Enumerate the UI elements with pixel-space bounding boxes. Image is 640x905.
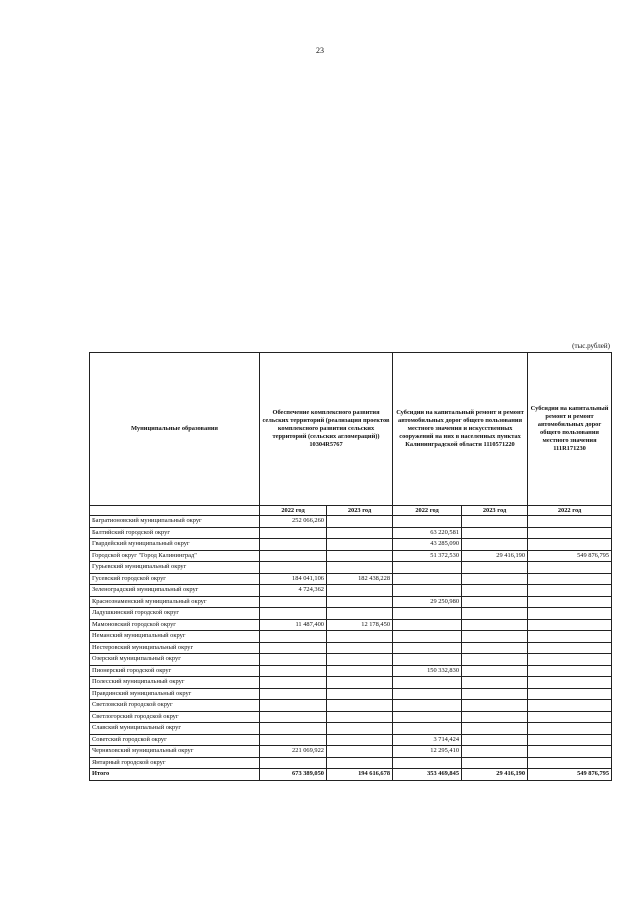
value-cell bbox=[393, 700, 462, 712]
table-row bbox=[90, 723, 612, 735]
table-row bbox=[90, 585, 612, 597]
value-cell bbox=[393, 757, 462, 769]
value-cell: 252 066,260 bbox=[260, 516, 327, 528]
value-cell bbox=[260, 631, 327, 643]
value-cell bbox=[528, 711, 612, 723]
value-cell bbox=[260, 539, 327, 551]
value-cell bbox=[327, 654, 393, 666]
total-value: 549 876,795 bbox=[528, 769, 612, 781]
value-cell bbox=[462, 596, 528, 608]
municipality-name: Гурьевский муниципальный округ bbox=[90, 562, 260, 574]
value-cell bbox=[528, 573, 612, 585]
value-cell bbox=[393, 562, 462, 574]
table-row bbox=[90, 746, 612, 758]
year-header: 2023 год bbox=[327, 506, 393, 516]
value-cell bbox=[260, 527, 327, 539]
value-cell: 221 069,922 bbox=[260, 746, 327, 758]
value-cell bbox=[462, 619, 528, 631]
table-row bbox=[90, 527, 612, 539]
value-cell bbox=[528, 665, 612, 677]
municipality-name: Гвардейский муниципальный округ bbox=[90, 539, 260, 551]
value-cell bbox=[462, 608, 528, 620]
municipality-name: Мамоновский городской округ bbox=[90, 619, 260, 631]
value-cell bbox=[528, 631, 612, 643]
value-cell bbox=[260, 711, 327, 723]
value-cell: 549 876,795 bbox=[528, 550, 612, 562]
value-cell bbox=[462, 711, 528, 723]
municipality-name: Нестеровский муниципальный округ bbox=[90, 642, 260, 654]
value-cell: 12 178,450 bbox=[327, 619, 393, 631]
value-cell bbox=[327, 562, 393, 574]
value-cell bbox=[260, 654, 327, 666]
municipality-name: Краснознаменский муниципальный округ bbox=[90, 596, 260, 608]
value-cell bbox=[462, 527, 528, 539]
value-cell bbox=[260, 596, 327, 608]
value-cell: 51 372,530 bbox=[393, 550, 462, 562]
header-rural-development: Обеспечение комплексного развития сельских территорий (реализация проектов комплексного развития сельских территорий (сельских агломераций)) 10304R5767 bbox=[260, 353, 393, 506]
table-row bbox=[90, 562, 612, 574]
value-cell bbox=[327, 527, 393, 539]
value-cell bbox=[528, 642, 612, 654]
value-cell bbox=[528, 677, 612, 689]
header-blank bbox=[90, 506, 260, 516]
value-cell bbox=[393, 573, 462, 585]
municipality-name: Полесский муниципальный округ bbox=[90, 677, 260, 689]
value-cell bbox=[528, 619, 612, 631]
value-cell: 182 438,228 bbox=[327, 573, 393, 585]
value-cell bbox=[327, 746, 393, 758]
municipality-name: Гусевский городской округ bbox=[90, 573, 260, 585]
value-cell bbox=[327, 757, 393, 769]
municipality-name: Зеленоградский муниципальный округ bbox=[90, 585, 260, 597]
value-cell bbox=[462, 573, 528, 585]
value-cell bbox=[528, 723, 612, 735]
municipality-name: Багратионовский муниципальный округ bbox=[90, 516, 260, 528]
table-row bbox=[90, 665, 612, 677]
municipality-name: Черняховский муниципальный округ bbox=[90, 746, 260, 758]
municipality-name: Ладушкинский городской округ bbox=[90, 608, 260, 620]
value-cell bbox=[327, 677, 393, 689]
value-cell: 4 724,362 bbox=[260, 585, 327, 597]
value-cell bbox=[327, 688, 393, 700]
municipality-name: Озерский муниципальный округ bbox=[90, 654, 260, 666]
total-value: 29 416,190 bbox=[462, 769, 528, 781]
value-cell bbox=[260, 550, 327, 562]
table-row bbox=[90, 516, 612, 528]
value-cell bbox=[528, 746, 612, 758]
value-cell bbox=[393, 677, 462, 689]
value-cell bbox=[528, 688, 612, 700]
header-municipalities: Муниципальные образования bbox=[90, 353, 260, 506]
value-cell: 12 295,410 bbox=[393, 746, 462, 758]
value-cell bbox=[327, 608, 393, 620]
municipality-name: Славский муниципальный округ bbox=[90, 723, 260, 735]
table-row bbox=[90, 734, 612, 746]
value-cell bbox=[393, 619, 462, 631]
value-cell bbox=[528, 734, 612, 746]
value-cell bbox=[462, 746, 528, 758]
value-cell bbox=[528, 700, 612, 712]
total-value: 673 389,050 bbox=[260, 769, 327, 781]
subsidy-table bbox=[89, 352, 612, 781]
value-cell bbox=[327, 585, 393, 597]
total-label: Итого bbox=[90, 769, 260, 781]
value-cell bbox=[528, 562, 612, 574]
value-cell bbox=[393, 608, 462, 620]
value-cell bbox=[393, 516, 462, 528]
header-road-repair-settlements: Субсидии на капитальный ремонт и ремонт автомобильных дорог общего пользования местного значения и искусственных сооружений на них в населенных пунктах Калининградской области 1110571220 bbox=[393, 353, 528, 506]
value-cell bbox=[462, 562, 528, 574]
year-header: 2022 год bbox=[393, 506, 462, 516]
value-cell bbox=[528, 539, 612, 551]
value-cell bbox=[260, 665, 327, 677]
total-value: 353 469,845 bbox=[393, 769, 462, 781]
value-cell bbox=[327, 596, 393, 608]
value-cell: 63 220,581 bbox=[393, 527, 462, 539]
value-cell bbox=[462, 688, 528, 700]
value-cell bbox=[393, 654, 462, 666]
table-row bbox=[90, 642, 612, 654]
value-cell: 43 285,090 bbox=[393, 539, 462, 551]
value-cell bbox=[462, 665, 528, 677]
municipality-name: Светловский городской округ bbox=[90, 700, 260, 712]
value-cell bbox=[462, 539, 528, 551]
table-row bbox=[90, 596, 612, 608]
total-row bbox=[90, 769, 612, 781]
value-cell bbox=[462, 654, 528, 666]
value-cell bbox=[528, 608, 612, 620]
table-row bbox=[90, 700, 612, 712]
value-cell bbox=[327, 550, 393, 562]
value-cell bbox=[528, 585, 612, 597]
value-cell: 29 250,980 bbox=[393, 596, 462, 608]
table-body bbox=[90, 516, 612, 781]
table-row bbox=[90, 654, 612, 666]
table-row bbox=[90, 608, 612, 620]
value-cell bbox=[260, 642, 327, 654]
value-cell bbox=[462, 585, 528, 597]
value-cell bbox=[260, 700, 327, 712]
table-row bbox=[90, 677, 612, 689]
table-row bbox=[90, 550, 612, 562]
value-cell bbox=[260, 757, 327, 769]
value-cell: 3 714,424 bbox=[393, 734, 462, 746]
value-cell bbox=[393, 688, 462, 700]
municipality-name: Светлогорский городской округ bbox=[90, 711, 260, 723]
value-cell bbox=[528, 516, 612, 528]
value-cell bbox=[260, 688, 327, 700]
municipality-name: Правдинский муниципальный округ bbox=[90, 688, 260, 700]
municipality-name: Неманский муниципальный округ bbox=[90, 631, 260, 643]
value-cell bbox=[528, 527, 612, 539]
value-cell bbox=[528, 654, 612, 666]
value-cell bbox=[327, 642, 393, 654]
value-cell bbox=[327, 665, 393, 677]
table-row bbox=[90, 573, 612, 585]
year-header: 2022 год bbox=[260, 506, 327, 516]
value-cell bbox=[462, 677, 528, 689]
value-cell bbox=[327, 700, 393, 712]
value-cell bbox=[528, 596, 612, 608]
table-row bbox=[90, 619, 612, 631]
value-cell: 150 332,830 bbox=[393, 665, 462, 677]
table-row bbox=[90, 631, 612, 643]
value-cell bbox=[393, 711, 462, 723]
value-cell bbox=[462, 734, 528, 746]
value-cell bbox=[393, 631, 462, 643]
total-value: 194 616,678 bbox=[327, 769, 393, 781]
value-cell bbox=[327, 723, 393, 735]
table-row bbox=[90, 539, 612, 551]
value-cell bbox=[260, 562, 327, 574]
value-cell bbox=[462, 723, 528, 735]
page-number: 23 bbox=[316, 46, 324, 55]
value-cell bbox=[528, 757, 612, 769]
municipality-name: Пионерский городской округ bbox=[90, 665, 260, 677]
table-row bbox=[90, 711, 612, 723]
value-cell bbox=[462, 516, 528, 528]
value-cell bbox=[462, 700, 528, 712]
value-cell bbox=[393, 642, 462, 654]
value-cell bbox=[260, 734, 327, 746]
municipality-name: Янтарный городской округ bbox=[90, 757, 260, 769]
value-cell bbox=[327, 516, 393, 528]
value-cell: 184 041,106 bbox=[260, 573, 327, 585]
value-cell bbox=[327, 631, 393, 643]
value-cell bbox=[327, 711, 393, 723]
municipality-name: Советский городской округ bbox=[90, 734, 260, 746]
value-cell bbox=[462, 642, 528, 654]
value-cell bbox=[260, 608, 327, 620]
value-cell: 11 487,400 bbox=[260, 619, 327, 631]
value-cell bbox=[393, 585, 462, 597]
municipality-name: Балтийский городской округ bbox=[90, 527, 260, 539]
table-row bbox=[90, 688, 612, 700]
header-road-repair-local: Субсидии на капитальный ремонт и ремонт автомобильных дорог общего пользования местного значения 111R171230 bbox=[528, 353, 612, 506]
value-cell bbox=[260, 723, 327, 735]
value-cell bbox=[462, 631, 528, 643]
year-header: 2022 год bbox=[528, 506, 612, 516]
municipality-name: Городской округ "Город Калининград" bbox=[90, 550, 260, 562]
value-cell bbox=[462, 757, 528, 769]
units-label: (тыс.рублей) bbox=[572, 342, 610, 350]
value-cell: 29 416,190 bbox=[462, 550, 528, 562]
value-cell bbox=[327, 539, 393, 551]
value-cell bbox=[327, 734, 393, 746]
value-cell bbox=[260, 677, 327, 689]
table-row bbox=[90, 757, 612, 769]
year-header: 2023 год bbox=[462, 506, 528, 516]
value-cell bbox=[393, 723, 462, 735]
